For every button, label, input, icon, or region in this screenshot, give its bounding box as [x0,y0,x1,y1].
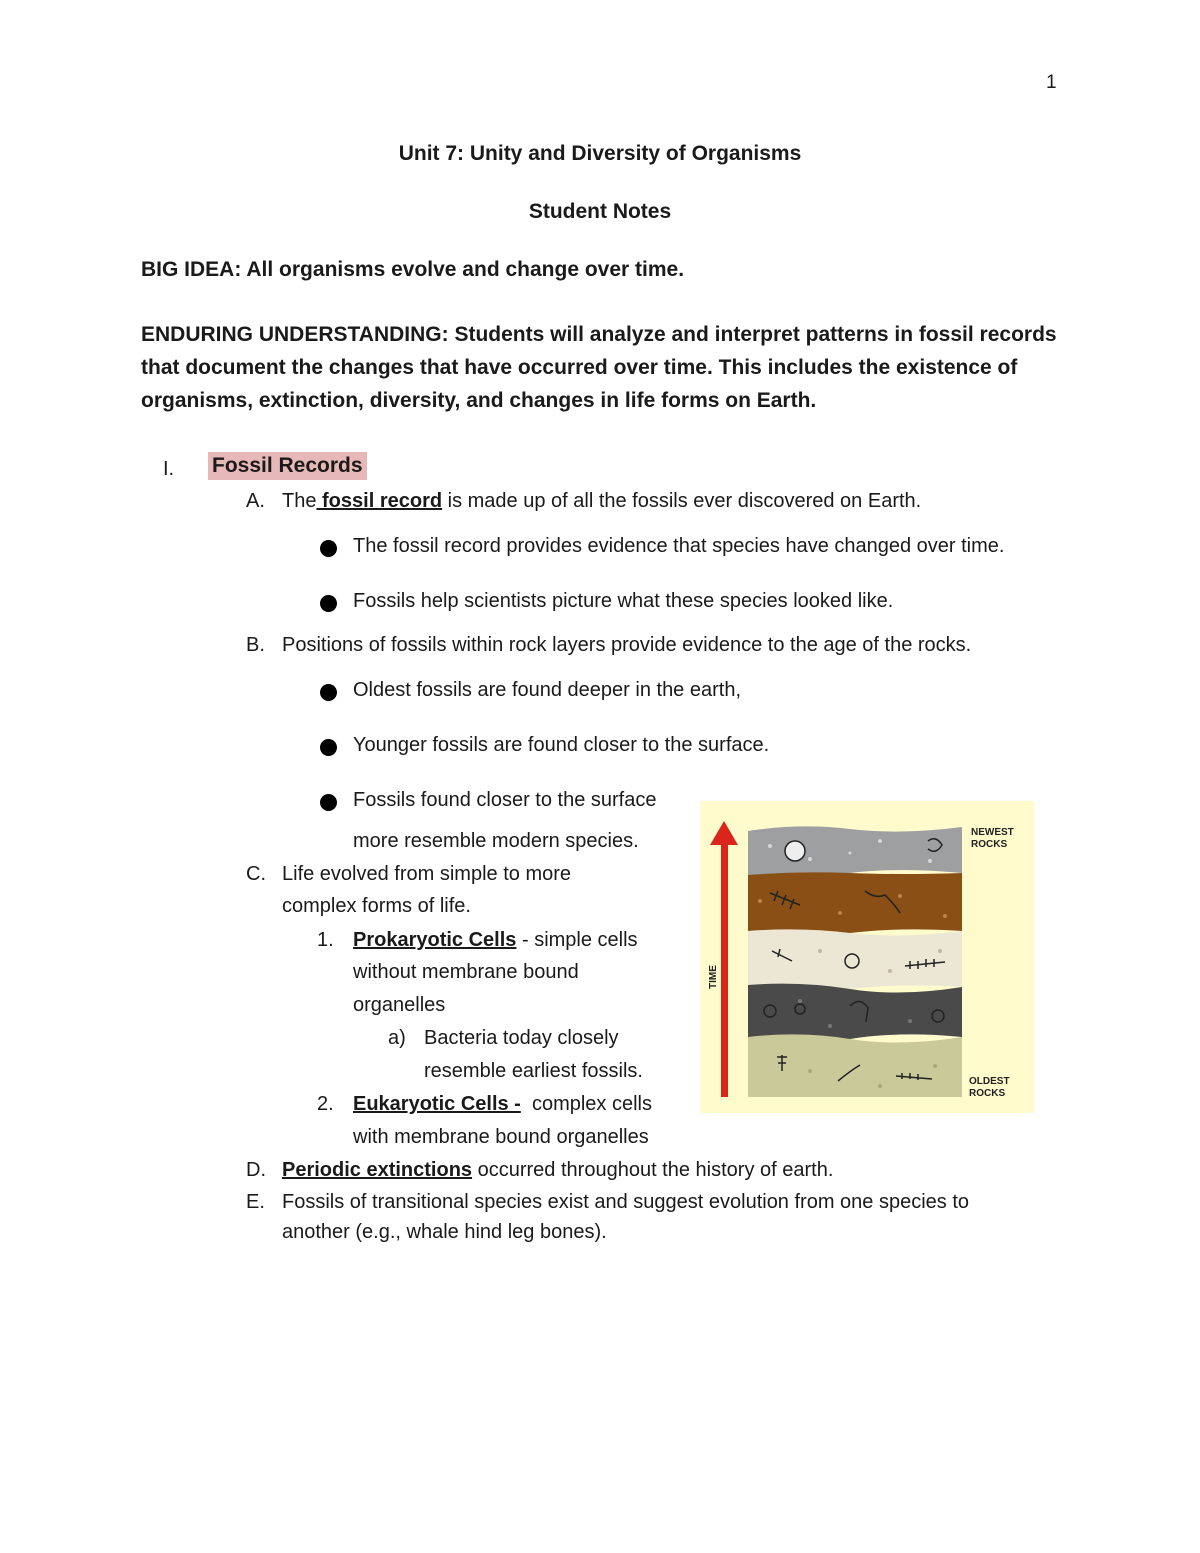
rock-layers-figure [700,801,1034,1113]
term-periodic-extinctions: Periodic extinctions [282,1159,473,1181]
item-b-bullet-3-continuation: more resemble modern species. [353,830,639,852]
item-c1a-line-1: Bacteria today closely [424,1027,619,1049]
item-c-line-1: Life evolved from simple to more [282,863,572,885]
page-number: 1 [1046,72,1057,93]
item-e-line-2: another (e.g., whale hind leg bones). [282,1221,607,1243]
item-c1-line-1: without membrane bound [353,961,579,983]
section-heading: Fossil Records [208,452,367,480]
item-c2-text: Eukaryotic Cells - complex cells [353,1093,652,1115]
item-c-marker: C. [246,863,266,885]
item-c2-line-1: with membrane bound organelles [353,1126,649,1148]
enduring-understanding-line-1: ENDURING UNDERSTANDING: Students will analyze and interpret patterns in fossil records [141,323,1057,346]
item-b-bullet-2: Younger fossils are found closer to the surface. [353,734,770,756]
item-d-text: Periodic extinctions occurred throughout the history of earth. [282,1159,834,1181]
time-arrow-shaft [721,841,728,1097]
item-c1a-line-2: resemble earliest fossils. [424,1060,643,1082]
skull-fossil-icon [785,841,805,861]
newest-rocks-label-2: ROCKS [971,839,1008,850]
rock-layer-oldest [748,1034,962,1097]
item-c2-marker: 2. [317,1093,334,1115]
rock-layer-4 [748,984,962,1043]
rock-layer-3 [748,929,962,991]
page-subtitle: Student Notes [528,200,672,223]
bullet-icon [320,595,337,612]
oldest-rocks-label-2: ROCKS [969,1088,1006,1099]
item-a-bullet-1: The fossil record provides evidence that species have changed over time. [353,535,1005,557]
item-c1a-marker: a) [388,1027,406,1049]
item-b-bullet-1: Oldest fossils are found deeper in the earth, [353,679,742,701]
item-a-text: The fossil record is made up of all the fossils ever discovered on Earth. [282,490,922,512]
rock-layer-2 [748,872,962,935]
item-b-marker: B. [246,634,265,656]
item-e-marker: E. [246,1191,265,1213]
big-idea: BIG IDEA: All organisms evolve and change over time. [141,258,685,281]
item-b-bullet-3: Fossils found closer to the surface [353,789,657,811]
item-c1-line-2: organelles [353,994,446,1016]
term-eukaryotic-cells: Eukaryotic Cells - [353,1093,521,1115]
enduring-understanding-line-2: that document the changes that have occurred over time. This includes the existence of [141,356,1018,379]
bullet-icon [320,684,337,701]
item-b-text: Positions of fossils within rock layers provide evidence to the age of the rocks. [282,634,972,656]
item-c1-text: Prokaryotic Cells - simple cells [353,929,638,951]
term-fossil-record: fossil record [316,490,443,512]
item-e-line-1: Fossils of transitional species exist and suggest evolution from one species to [282,1191,970,1213]
time-axis-label: TIME [708,965,719,989]
bullet-icon [320,794,337,811]
enduring-understanding-line-3: organisms, extinction, diversity, and changes in life forms on Earth. [141,389,817,412]
item-c1-marker: 1. [317,929,334,951]
item-d-marker: D. [246,1159,266,1181]
bullet-icon [320,739,337,756]
page-title: Unit 7: Unity and Diversity of Organisms [398,142,802,165]
term-prokaryotic-cells: Prokaryotic Cells [353,929,517,951]
rock-layer-newest [748,826,962,876]
item-a-marker: A. [246,490,265,512]
item-c-line-2: complex forms of life. [282,895,471,917]
oldest-rocks-label-1: OLDEST [969,1076,1010,1087]
bullet-icon [320,540,337,557]
section-numeral: I. [163,458,175,480]
item-a-bullet-2: Fossils help scientists picture what these species looked like. [353,590,894,612]
newest-rocks-label-1: NEWEST [971,827,1014,838]
